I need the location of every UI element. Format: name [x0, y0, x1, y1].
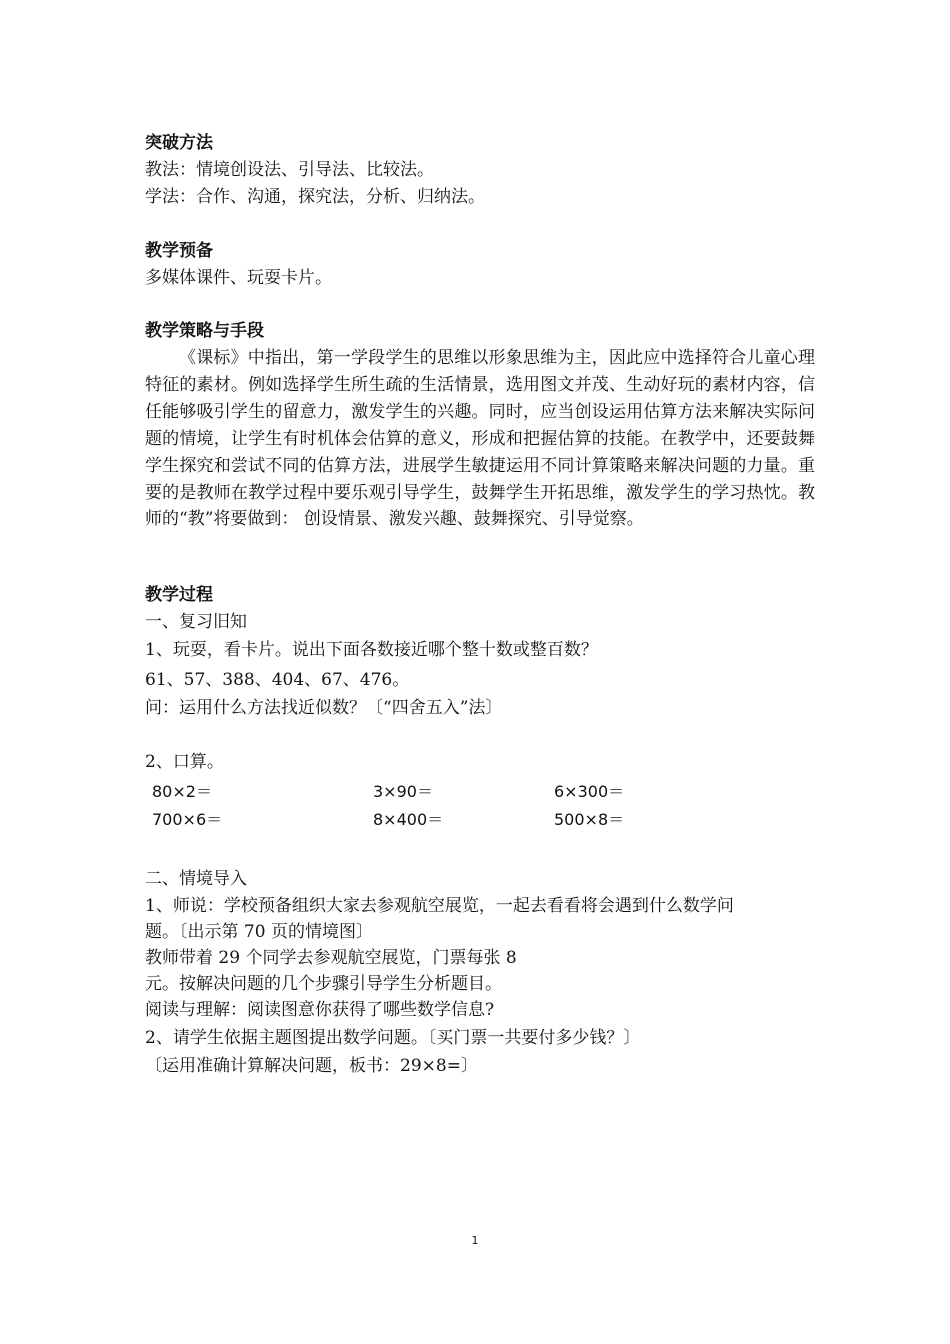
- strategy-paragraph: 《课标》中指出，第一学段学生的思维以形象思维为主，因此应中选择符合儿童心理特征的素材。例如选择学生所生疏的生活情景，选用图文并茂、生动好玩的素材内容，信任能够吸引学生的留意力，激发学生的兴趣。同时，应当创设运用估算方法来解决实际问题的情境，让学生有时机体会估算的意义，形成和把握估算的技能。在教学中，还要鼓舞学生探究和尝试不同的估算方法，进展学生敏捷运用不同计算策略来解决问题的力量。重要的是教师在教学过程中要乐观引导学生，鼓舞学生开拓思维，激发学生的学习热忱。教师的“教”将要做到： 创设情景、激发兴趣、鼓舞探究、引导觉察。: [145, 348, 815, 530]
- question-1: 1、玩耍，看卡片。说出下面各数接近哪个整十数或整百数？: [145, 640, 598, 660]
- scenario-line-2a: 教师带着 29 个同学去参观航空展览，门票每张 8: [145, 948, 517, 968]
- calc-item: 6×300＝: [554, 782, 625, 801]
- learning-methods: 学法：合作、沟通，探究法，分析、归纳法。: [145, 187, 485, 207]
- question-method: 问：运用什么方法找近似数？〔“四舍五入”法〕: [145, 698, 503, 718]
- teaching-methods: 教法：情境创设法、引导法、比较法。: [145, 160, 434, 180]
- scenario-line-1a: 1、师说：学校预备组织大家去参观航空展览，一起去看看将会遇到什么数学问: [145, 896, 734, 916]
- heading-preparation: 教学预备: [145, 241, 213, 261]
- scenario-line-1b: 题。〔出示第 70 页的情境图〕: [145, 922, 373, 942]
- scenario-line-3: 阅读与理解：阅读图意你获得了哪些数学信息?: [145, 1000, 495, 1020]
- heading-process: 教学过程: [145, 585, 213, 605]
- calc-item: 80×2＝: [152, 782, 212, 801]
- heading-breakthrough: 突破方法: [145, 133, 213, 153]
- page-number: 1: [471, 1234, 479, 1247]
- part1-title: 一、复习旧知: [145, 612, 247, 632]
- heading-strategy: 教学策略与手段: [145, 321, 264, 341]
- question-2: 2、口算。: [145, 752, 224, 772]
- calc-item: 3×90＝: [373, 782, 433, 801]
- preparation-content: 多媒体课件、玩耍卡片。: [145, 268, 332, 288]
- calc-item: 700×6＝: [152, 810, 223, 829]
- scenario-line-5: 〔运用准确计算解决问题，板书：29×8=〕: [145, 1056, 478, 1076]
- scenario-line-4: 2、请学生依据主题图提出数学问题。〔买门票一共要付多少钱？〕: [145, 1028, 641, 1048]
- scenario-line-2b: 元。按解决问题的几个步骤引导学生分析题目。: [145, 974, 502, 994]
- part2-title: 二、情境导入: [145, 869, 247, 889]
- calc-item: 500×8＝: [554, 810, 625, 829]
- calc-item: 8×400＝: [373, 810, 444, 829]
- number-list: 61、57、388、404、67、476。: [145, 670, 410, 690]
